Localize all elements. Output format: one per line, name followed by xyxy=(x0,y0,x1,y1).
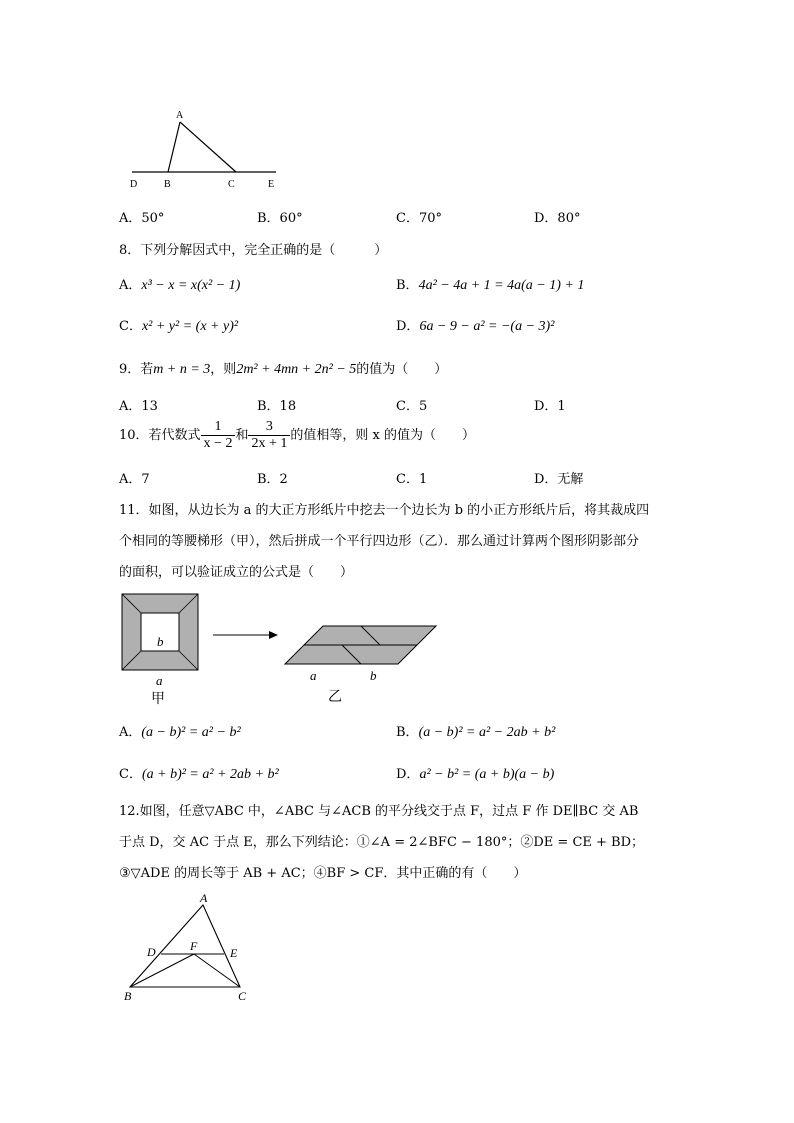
q8-option-a-expr: x³ − x = x(x² − 1) xyxy=(141,278,241,293)
q12-fig-label-d: D xyxy=(147,945,156,959)
q11-option-a-label: A． xyxy=(119,725,142,740)
q7-option-a: A．50° xyxy=(119,211,165,226)
q8-option-c-expr: x² + y² = (x + y)² xyxy=(141,319,239,334)
q11-fig-label-b: b xyxy=(157,634,164,649)
q12-stem-line-3: ③▽ADE 的周长等于 AB + AC；④BF > CF．其中正确的有（ ） xyxy=(119,866,527,881)
q11-figure xyxy=(118,590,448,710)
q11-option-d-label: D． xyxy=(396,767,420,782)
fig7-label-d: D xyxy=(130,179,138,190)
q11-stem-line-3: 的面积，可以验证成立的公式是（ ） xyxy=(119,565,354,580)
q7-option-b: B．60° xyxy=(257,211,303,226)
q11-option-c xyxy=(119,763,279,783)
q10-option-b: B．2 xyxy=(257,472,288,487)
q10-option-c: C．1 xyxy=(396,472,428,487)
q9-condition: m + n = 3 xyxy=(153,362,211,377)
q10-fraction-1-denominator: x − 2 xyxy=(201,435,236,452)
q11-fig-label-a: a xyxy=(156,673,163,688)
q11-fig-label-yi: 乙 xyxy=(328,690,342,705)
q12-fig-label-f: F xyxy=(190,939,198,953)
q9-suffix: 的值为（ ） xyxy=(356,362,448,377)
q12-fig-label-e: E xyxy=(230,946,238,960)
q11-option-d-expr: a² − b² = (a + b)(a − b) xyxy=(419,767,555,782)
q10-fraction-2 xyxy=(248,419,290,452)
q8-option-d-expr: 6a − 9 − a² = −(a − 3)² xyxy=(419,319,555,334)
q10-option-a: A．7 xyxy=(119,472,150,487)
q11-option-a xyxy=(119,721,241,741)
q7-triangle-figure xyxy=(124,104,284,194)
q11-fig-label-a2: a xyxy=(310,668,317,683)
q11-option-a-expr: (a − b)² = a² − b² xyxy=(141,725,241,740)
fig7-label-e: E xyxy=(268,179,275,190)
q8-option-b-label: B． xyxy=(396,278,419,293)
q11-option-b-expr: (a − b)² = a² − 2ab + b² xyxy=(418,725,556,740)
q10-fraction-2-numerator: 3 xyxy=(265,419,273,434)
q7-option-c: C．70° xyxy=(396,211,442,226)
q10-fraction-1-numerator: 1 xyxy=(214,419,222,434)
q8-option-b-expr: 4a² − 4a + 1 = 4a(a − 1) + 1 xyxy=(418,278,585,293)
q7-option-d: D．80° xyxy=(534,211,581,226)
q9-option-d: D．1 xyxy=(534,399,566,414)
q12-triangle-figure xyxy=(118,890,268,1005)
q11-stem-line-2: 个相同的等腰梯形（甲），然后拼成一个平行四边形（乙）．那么通过计算两个图形阴影部分 xyxy=(119,534,640,549)
q11-option-d xyxy=(396,763,554,783)
q10-and: 和 xyxy=(235,428,249,443)
q10-prefix: 10．若代数式 xyxy=(119,428,201,443)
q11-fig-label-b2: b xyxy=(370,668,377,683)
q10-fraction-1 xyxy=(201,419,236,452)
q8-option-d-label: D． xyxy=(396,319,420,334)
q10-suffix: 的值相等，则 x 的值为（ ） xyxy=(290,428,475,443)
q8-option-c xyxy=(119,315,238,335)
q9-stem xyxy=(119,358,447,378)
q11-option-b xyxy=(396,721,555,741)
q12-stem-line-1: 12.如图，任意▽ABC 中，∠ABC 与∠ACB 的平分线交于点 F，过点 F 作 DE∥BC 交 AB xyxy=(119,804,639,819)
q8-stem: 8．下列分解因式中，完全正确的是（ ） xyxy=(119,243,388,258)
q9-option-c: C．5 xyxy=(396,399,428,414)
q10-option-d: D．无解 xyxy=(534,472,584,487)
q11-option-c-label: C． xyxy=(119,767,142,782)
q8-option-b xyxy=(396,274,584,294)
q12-fig-label-a: A xyxy=(200,891,208,905)
q9-prefix: 9．若 xyxy=(119,362,154,377)
q12-fig-label-c: C xyxy=(238,989,247,1003)
q11-fig-label-jia: 甲 xyxy=(151,692,165,707)
q11-stem-line-1: 11．如图，从边长为 a 的大正方形纸片中挖去一个边长为 b 的小正方形纸片后，将其裁成四 xyxy=(119,503,650,518)
q8-option-a xyxy=(119,274,240,294)
q12-stem-line-2: 于点 D，交 AC 于点 E，那么下列结论：①∠A = 2∠BFC − 180°；②DE = CE + BD； xyxy=(119,835,645,850)
q9-expression: 2m² + 4mn + 2n² − 5 xyxy=(236,362,357,377)
fig7-label-c: C xyxy=(228,179,235,190)
q10-fraction-2-denominator: 2x + 1 xyxy=(248,435,290,452)
q10-stem xyxy=(119,419,475,452)
q11-option-c-expr: (a + b)² = a² + 2ab + b² xyxy=(141,767,279,782)
q9-option-a: A．13 xyxy=(119,399,158,414)
q8-option-a-label: A． xyxy=(119,278,142,293)
q11-option-b-label: B． xyxy=(396,725,419,740)
q9-mid: ，则 xyxy=(210,362,237,377)
fig7-label-b: B xyxy=(164,179,171,190)
q12-fig-label-b: B xyxy=(124,989,132,1003)
q8-option-c-label: C． xyxy=(119,319,142,334)
q8-option-d xyxy=(396,315,554,335)
fig7-label-a: A xyxy=(176,110,184,121)
q9-option-b: B．18 xyxy=(257,399,297,414)
